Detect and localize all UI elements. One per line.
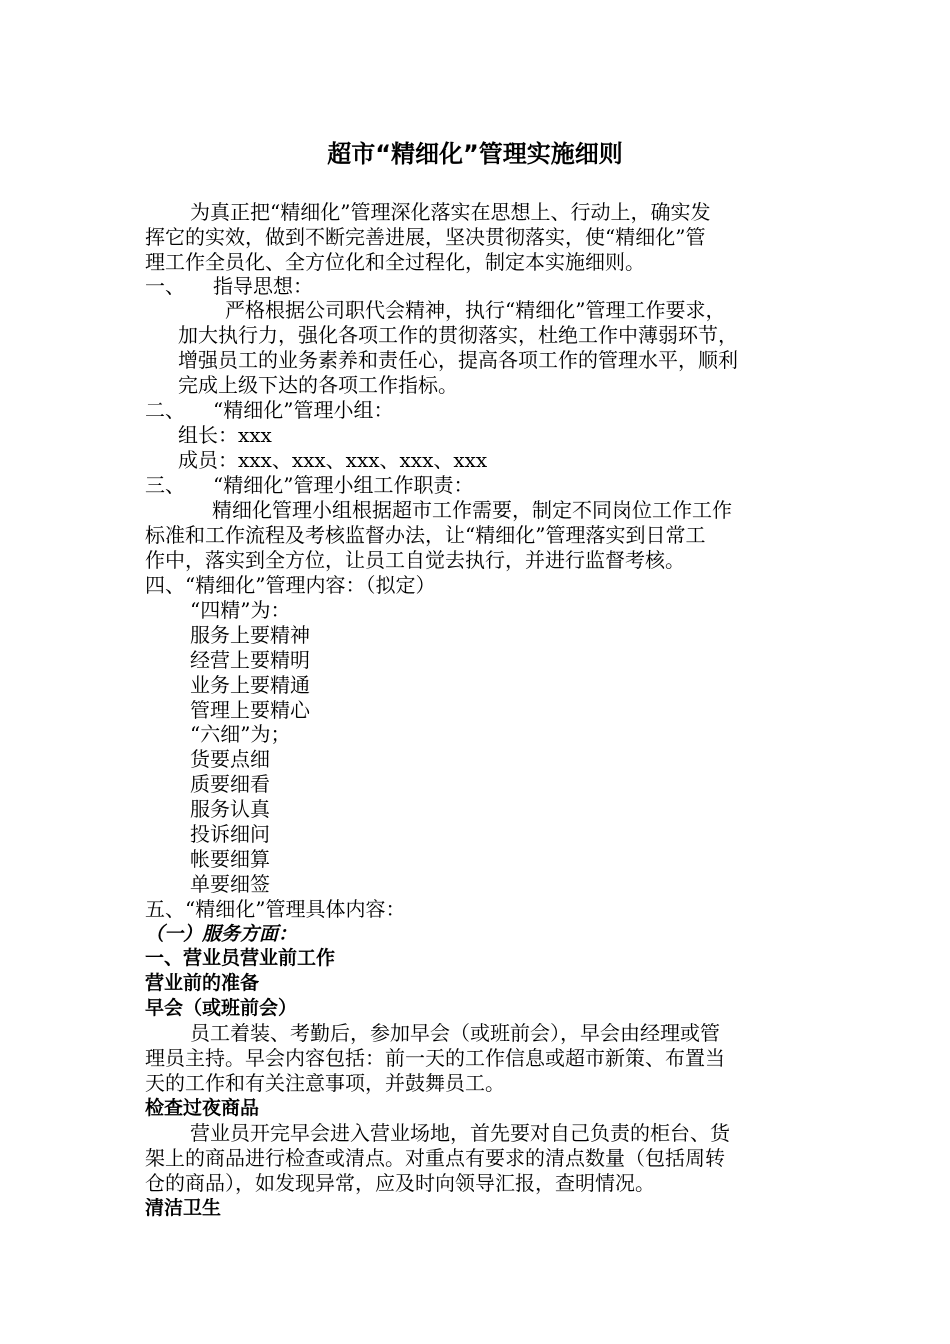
list-item: 投诉细问 [190, 822, 270, 846]
section-heading-5: 五、“精细化”管理具体内容： [145, 897, 406, 921]
subsection-service: （一）服务方面： [145, 923, 298, 945]
section-line: 作中，落实到全方位，让员工自觉去执行，并进行监督考核。 [145, 548, 685, 572]
list-item: 货要点细 [190, 747, 270, 771]
intro-line: 为真正把“精细化”管理深化落实在思想上、行动上，确实发 [190, 200, 711, 224]
paragraph-line: 营业员开完早会进入营业场地，首先要对自己负责的柜台、货 [190, 1121, 730, 1145]
paragraph-line: 理员主持。早会内容包括：前一天的工作信息或超市新策、布置当 [145, 1046, 725, 1070]
section-heading-1 [145, 274, 313, 299]
section-number: 一、 [145, 274, 185, 298]
list-item: 服务认真 [190, 797, 270, 821]
list-item: 帐要细算 [190, 847, 270, 871]
list-item: 管理上要精心 [190, 698, 310, 722]
section-title: “精细化”管理小组工作职责： [213, 473, 474, 497]
section-heading-2 [145, 398, 393, 423]
subheading: 一、营业员营业前工作 [145, 947, 336, 969]
list-item: 服务上要精神 [190, 623, 310, 647]
subheading: 清洁卫生 [145, 1197, 222, 1219]
list-item: 质要细看 [190, 772, 270, 796]
paragraph-line: 天的工作和有关注意事项，并鼓舞员工。 [145, 1071, 505, 1095]
group-members: 成员：xxx、xxx、xxx、xxx、xxx [178, 448, 488, 472]
section-number: 二、 [145, 398, 185, 422]
document-title: 超市“精细化”管理实施细则 [327, 140, 623, 168]
section-line: 严格根据公司职代会精神，执行“精细化”管理工作要求， [225, 298, 726, 322]
list-item: 业务上要精通 [190, 673, 310, 697]
section-heading-3 [145, 473, 473, 498]
section-heading-4: 四、“精细化”管理内容：（拟定） [145, 573, 436, 597]
section-number: 三、 [145, 473, 185, 497]
intro-line: 理工作全员化、全方位化和全过程化，制定本实施细则。 [145, 250, 645, 274]
intro-line: 挥它的实效，做到不断完善进展，坚决贯彻落实，使“精细化”管 [145, 225, 706, 249]
list-item: 单要细签 [190, 872, 270, 896]
subheading: 检查过夜商品 [145, 1097, 260, 1119]
list-item: 经营上要精明 [190, 648, 310, 672]
section-title: “精细化”管理小组： [213, 398, 394, 422]
section-line: 加大执行力，强化各项工作的贯彻落实，杜绝工作中薄弱环节， [178, 323, 738, 347]
four-label: “四精”为： [190, 598, 291, 622]
section-title: 指导思想： [213, 274, 313, 298]
paragraph-line: 员工着装、考勤后，参加早会（或班前会），早会由经理或管 [190, 1021, 720, 1045]
subheading: 营业前的准备 [145, 972, 260, 994]
six-label: “六细”为； [190, 722, 291, 746]
paragraph-line: 架上的商品进行检查或清点。对重点有要求的清点数量（包括周转 [145, 1146, 725, 1170]
paragraph-line: 仓的商品），如发现异常，应及时向领导汇报，查明情况。 [145, 1171, 655, 1195]
section-line: 标准和工作流程及考核监督办法，让“精细化”管理落实到日常工 [145, 523, 706, 547]
section-line: 完成上级下达的各项工作指标。 [178, 373, 458, 397]
group-leader: 组长：xxx [178, 423, 272, 447]
section-line: 增强员工的业务素养和责任心，提高各项工作的管理水平，顺利 [178, 348, 738, 372]
section-line: 精细化管理小组根据超市工作需要，制定不同岗位工作工作 [212, 498, 732, 522]
subheading: 早会（或班前会） [145, 997, 298, 1019]
